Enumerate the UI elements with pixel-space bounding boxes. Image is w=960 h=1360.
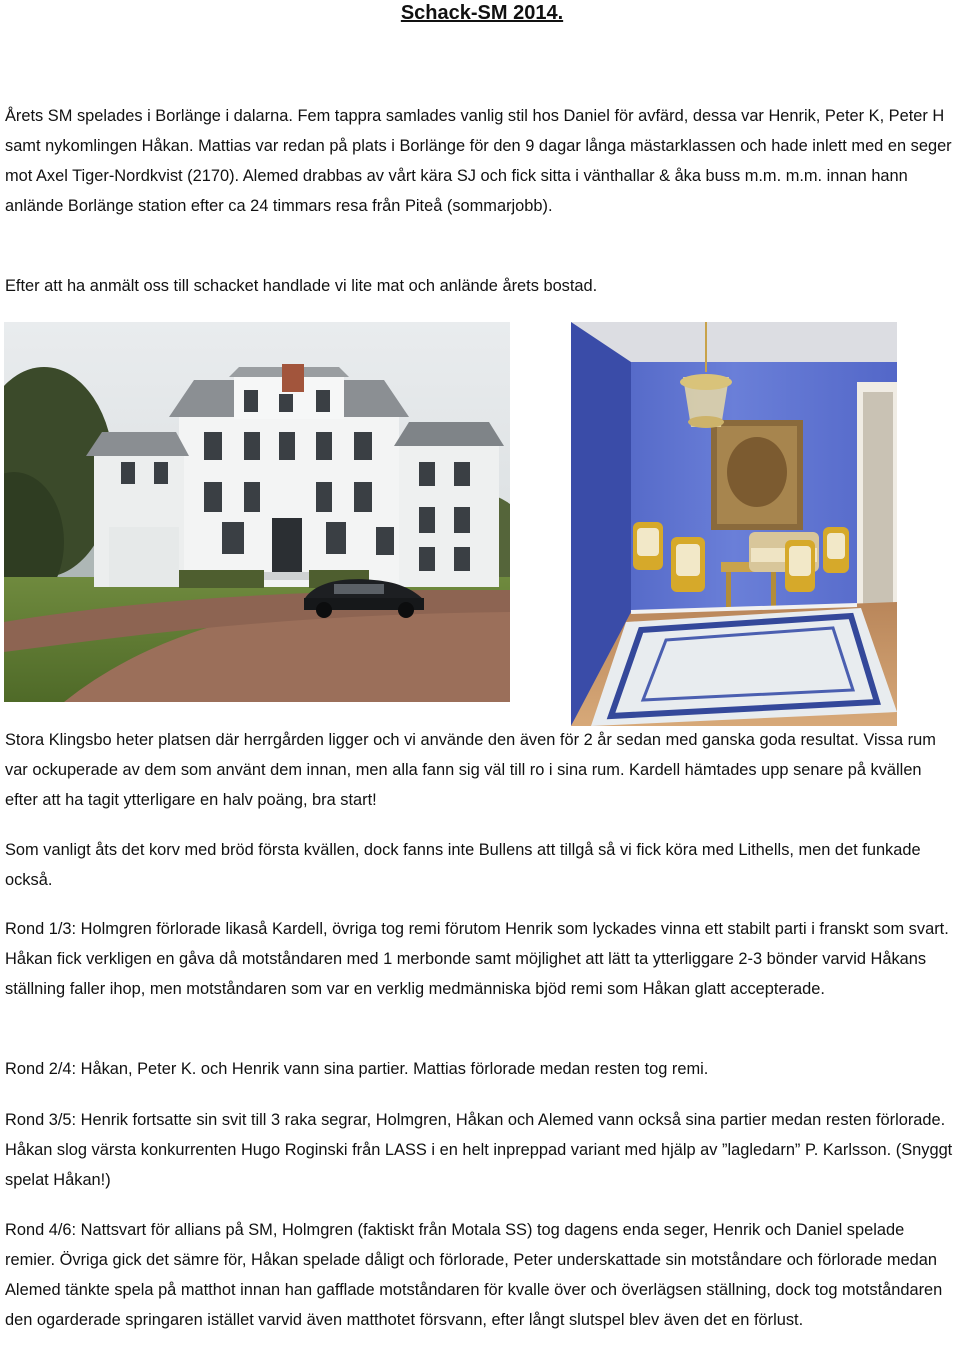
paragraph-round-4: Rond 4/6: Nattsvart för allians på SM, Holmgren (faktiskt från Motala SS) tog dagens enda seger, Henrik och Daniel spelade remier. Övriga gick det sämre för, Håkan spelade dåligt och förlorade, Peter underskattade sin motståndare och förlorade medan Alemed tänkte spela på matthot innan han gafflade motståndaren för kvalle över och överlägsen ställning, dock tog motståndaren den ogarderade springaren istället varvid även matthotet försvann, efter långt slutspel blev även det en förlust. bbox=[5, 1221, 943, 1329]
blue-room-photo bbox=[571, 322, 897, 726]
paragraph-klingsbo: Stora Klingsbo heter platsen där herrgården ligger och vi använde den även för 2 år sedan med ganska goda resultat. Vissa rum var ockuperade av dem som använt dem innan, men alla fann sig väl till ro i sina rum. Kardell hämtades upp senare på kvällen efter att ha tagit ytterligare en halv poäng, bra start! bbox=[5, 731, 936, 809]
paragraph-round-2: Rond 2/4: Håkan, Peter K. och Henrik vann sina partier. Mattias förlorade medan resten tog remi. bbox=[5, 1060, 709, 1078]
paragraph-dinner: Som vanligt åts det korv med bröd första kvällen, dock fanns inte Bullens att tillgå så vi fick köra med Lithells, men det funkade också. bbox=[5, 841, 921, 889]
paragraph-round-3: Rond 3/5: Henrik fortsatte sin svit till 3 raka segrar, Holmgren, Håkan och Alemed vann också sina partier medan resten förlorade. Håkan slog värsta konkurrenten Hugo Roginski från LASS i en helt inpreppad variant med hjälp av ”lagledarn” P. Karlsson. (Snyggt spelat Håkan!) bbox=[5, 1111, 953, 1189]
page-title: Schack-SM 2014. bbox=[400, 2, 564, 24]
paragraph-arrival: Efter att ha anmält oss till schacket handlade vi lite mat och anlände årets bostad. bbox=[5, 277, 598, 295]
manor-house-photo bbox=[4, 322, 510, 702]
paragraph-round-1: Rond 1/3: Holmgren förlorade likaså Kardell, övriga tog remi förutom Henrik som lyckades vinna ett stabilt parti i franskt som svart. Håkan fick verkligen en gåva då motståndaren med 1 merbonde samt möjlighet att lätt ta ytterliggare 2-3 bönder varvid Håkans ställning faller ihop, men motståndaren som var en verklig medmänniska bjöd remi som Håkan glatt accepterade. bbox=[5, 920, 949, 998]
paragraph-intro: Årets SM spelades i Borlänge i dalarna. Fem tappra samlades vanlig stil hos Daniel för avfärd, dessa var Henrik, Peter K, Peter H samt nykomlingen Håkan. Mattias var redan på plats i Borlänge för den 9 dagar långa mästarklassen och hade inlett med en seger mot Axel Tiger-Nordkvist (2170). Alemed drabbas av vårt kära SJ och fick sitta i vänthallar & åka buss m.m. m.m. innan hann anlände Borlänge station efter ca 24 timmars resa från Piteå (sommarjobb). bbox=[5, 107, 952, 215]
